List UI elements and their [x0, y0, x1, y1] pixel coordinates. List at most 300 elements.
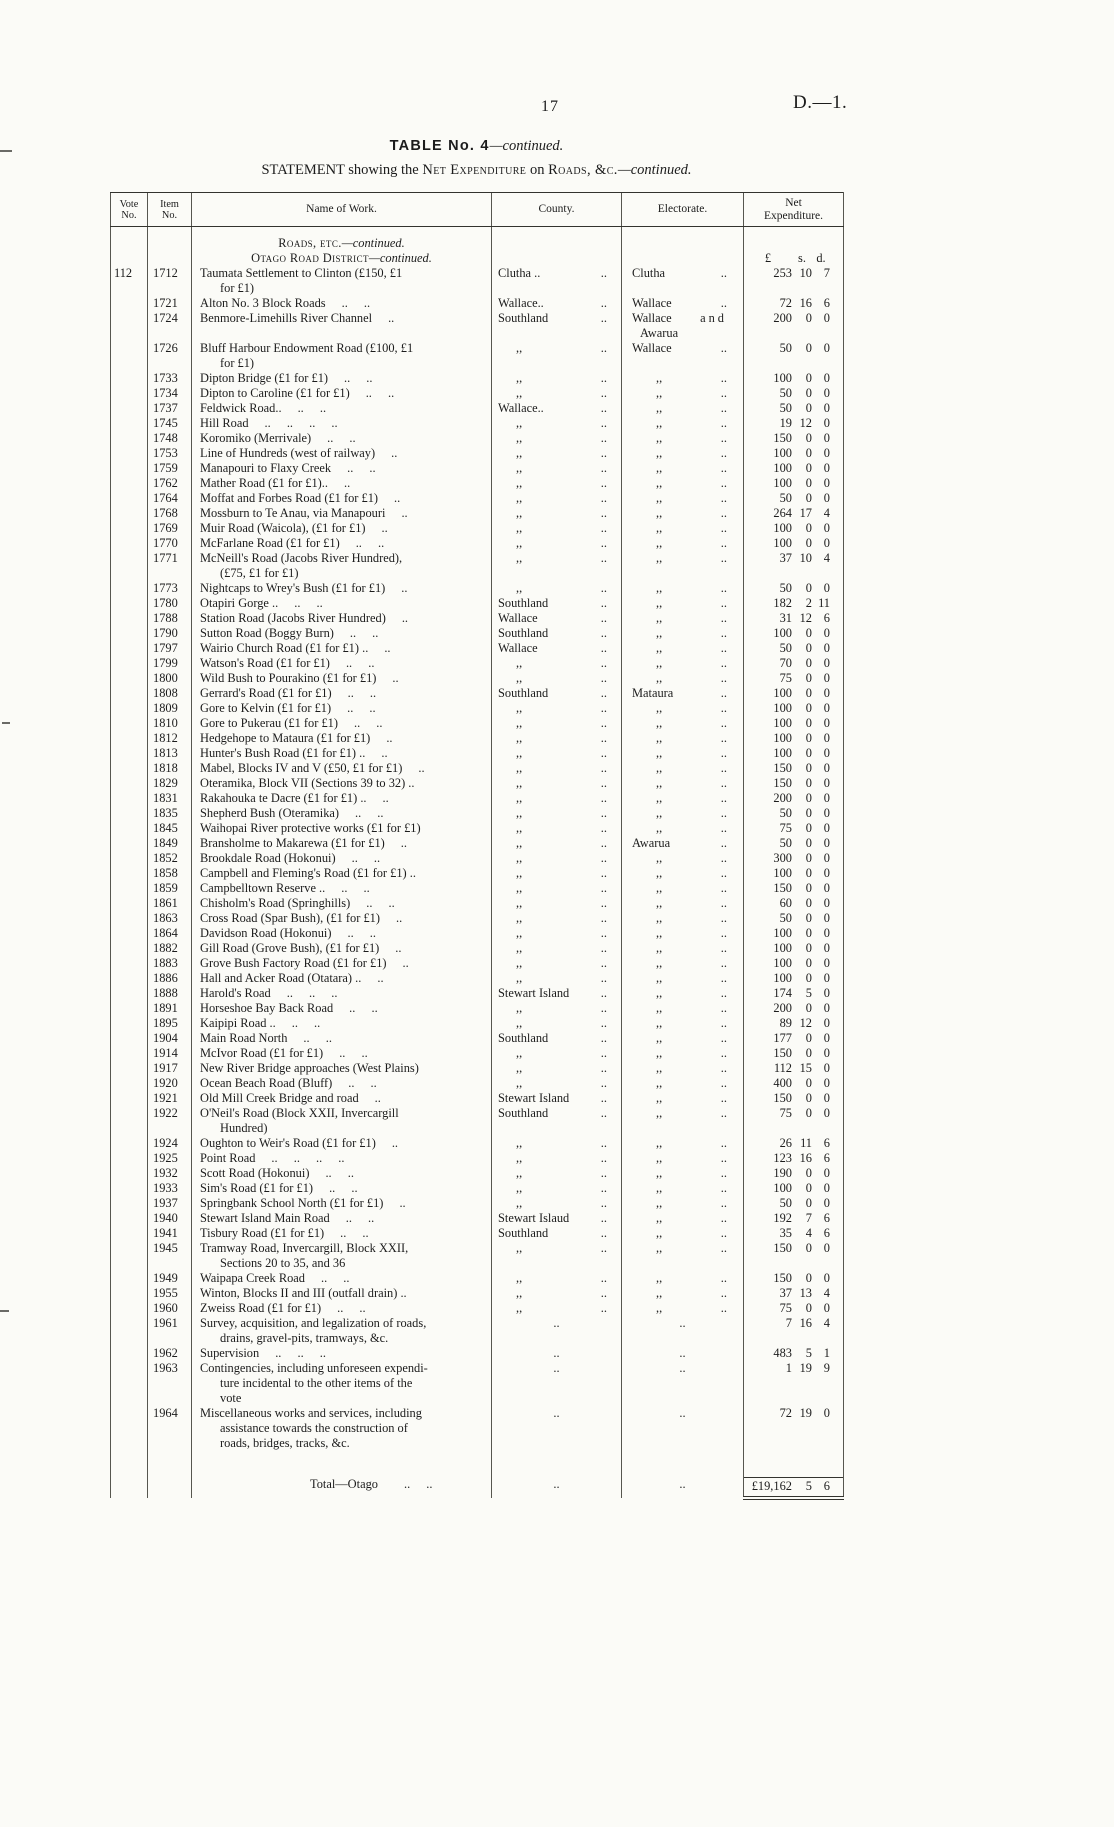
work-name-cell: Survey, acquisition, and legalization of roads, drains, gravel-pits, tramways, &c. — [192, 1316, 492, 1346]
vote-no-cell — [111, 791, 148, 806]
table-row — [111, 1091, 844, 1106]
electorate-cell: ,, .. — [622, 1226, 744, 1241]
item-no-cell: 1799 — [148, 656, 192, 671]
work-name-cell: Mossburn to Te Anau, via Manapouri .. — [192, 506, 492, 521]
vote-no-cell — [111, 476, 148, 491]
electorate-cell: ,, .. — [622, 476, 744, 491]
work-name-cell: Waipapa Creek Road .. .. — [192, 1271, 492, 1286]
table-row — [111, 1196, 844, 1211]
work-name-cell: Muir Road (Waicola), (£1 for £1) .. — [192, 521, 492, 536]
table-row — [111, 431, 844, 446]
amount-cell: 150 0 0 — [744, 1046, 844, 1061]
county-cell: ,, .. — [492, 1151, 622, 1166]
table-row — [111, 1346, 844, 1361]
vote-no-cell — [111, 1316, 148, 1346]
vote-no-cell — [111, 656, 148, 671]
vote-no-cell — [111, 836, 148, 851]
item-no-cell: 1849 — [148, 836, 192, 851]
county-cell: ,, .. — [492, 461, 622, 476]
electorate-cell: ,, .. — [622, 1091, 744, 1106]
county-cell: .. — [492, 1316, 622, 1346]
amount-cell: 50 0 0 — [744, 806, 844, 821]
electorate-cell: ,, .. — [622, 1106, 744, 1136]
item-no-cell: 1941 — [148, 1226, 192, 1241]
vote-no-cell — [111, 551, 148, 581]
work-name-cell: Miscellaneous works and services, including assistance towards the construction of roads, bridges, tracks, &c. — [192, 1406, 492, 1451]
item-no-cell: 1883 — [148, 956, 192, 971]
amount-cell: 37 13 4 — [744, 1286, 844, 1301]
table-row — [111, 1286, 844, 1301]
county-cell: Wallace.. .. — [492, 296, 622, 311]
electorate-cell: ,, .. — [622, 1286, 744, 1301]
item-no-cell: 1858 — [148, 866, 192, 881]
county-cell: Stewart Islaud .. — [492, 1211, 622, 1226]
table-row — [111, 386, 844, 401]
vote-no-cell — [111, 461, 148, 476]
electorate-cell: ,, .. — [622, 1271, 744, 1286]
item-no-cell: 1769 — [148, 521, 192, 536]
amount-cell: 50 0 0 — [744, 911, 844, 926]
electorate-cell: ,, .. — [622, 776, 744, 791]
electorate-cell: Wallace .. — [622, 296, 744, 311]
county-cell: ,, .. — [492, 1001, 622, 1016]
electorate-cell: ,, .. — [622, 701, 744, 716]
total-label: Total—Otago — [310, 1477, 378, 1491]
table-row — [111, 626, 844, 641]
item-no-cell: 1753 — [148, 446, 192, 461]
electorate-cell: Awarua .. — [622, 836, 744, 851]
vote-no-cell — [111, 506, 148, 521]
vote-no-cell — [111, 701, 148, 716]
section-heading-row-1 — [111, 227, 844, 252]
amount-cell: 200 0 0 — [744, 1001, 844, 1016]
section-heading-rows — [111, 227, 844, 267]
table-row — [111, 761, 844, 776]
electorate-cell: ,, .. — [622, 941, 744, 956]
electorate-cell: ,, .. — [622, 386, 744, 401]
table-row — [111, 656, 844, 671]
county-cell: Clutha .. .. — [492, 266, 622, 296]
electorate-cell: ,, .. — [622, 881, 744, 896]
item-no-cell: 1914 — [148, 1046, 192, 1061]
amount-cell: 75 0 0 — [744, 1301, 844, 1316]
vote-no-cell — [111, 881, 148, 896]
vote-no-cell — [111, 866, 148, 881]
vote-no-cell — [111, 371, 148, 386]
amount-cell: 75 0 0 — [744, 671, 844, 686]
amount-cell: 100 0 0 — [744, 731, 844, 746]
amount-cell: 150 0 0 — [744, 776, 844, 791]
item-no-cell: 1771 — [148, 551, 192, 581]
statement-title — [110, 161, 843, 179]
vote-no-cell — [111, 911, 148, 926]
table-row — [111, 716, 844, 731]
item-no-cell: 1922 — [148, 1106, 192, 1136]
work-name-cell: Chisholm's Road (Springhills) .. .. — [192, 896, 492, 911]
amount-cell: 100 0 0 — [744, 971, 844, 986]
amount-cell: 60 0 0 — [744, 896, 844, 911]
vote-no-cell — [111, 1151, 148, 1166]
vote-no-cell — [111, 536, 148, 551]
amount-cell: 150 0 0 — [744, 761, 844, 776]
work-name-cell: Tramway Road, Invercargill, Block XXII, Sections 20 to 35, and 36 — [192, 1241, 492, 1271]
table-row — [111, 1031, 844, 1046]
table-row — [111, 551, 844, 581]
electorate-cell: .. — [622, 1316, 744, 1346]
table-footer — [111, 1451, 844, 1498]
vote-no-cell — [111, 671, 148, 686]
amount-cell: 192 7 6 — [744, 1211, 844, 1226]
county-cell: ,, .. — [492, 926, 622, 941]
vote-no-cell — [111, 431, 148, 446]
county-cell: ,, .. — [492, 476, 622, 491]
vote-no-cell — [111, 521, 148, 536]
amount-cell: 100 0 0 — [744, 626, 844, 641]
table-row — [111, 266, 844, 296]
vote-no-cell — [111, 896, 148, 911]
vote-no-cell — [111, 596, 148, 611]
col-header-net-expenditure: Net Expenditure. — [744, 193, 844, 227]
vote-no-cell — [111, 1241, 148, 1271]
electorate-cell: ,, .. — [622, 986, 744, 1001]
item-no-cell: 1724 — [148, 311, 192, 341]
item-no-cell: 1810 — [148, 716, 192, 731]
electorate-cell: Clutha .. — [622, 266, 744, 296]
table-header — [111, 193, 844, 227]
county-cell: Southland .. — [492, 686, 622, 701]
amount-cell: 75 0 0 — [744, 1106, 844, 1136]
amount-cell: 50 0 0 — [744, 641, 844, 656]
electorate-cell: ,, .. — [622, 401, 744, 416]
work-name-cell: Koromiko (Merrivale) .. .. — [192, 431, 492, 446]
electorate-cell: ,, .. — [622, 926, 744, 941]
county-cell: Wallace .. — [492, 611, 622, 626]
table-row — [111, 1361, 844, 1406]
work-name-cell: Supervision .. .. .. — [192, 1346, 492, 1361]
electorate-cell: ,, .. — [622, 1046, 744, 1061]
item-no-cell: 1861 — [148, 896, 192, 911]
item-no-cell: 1921 — [148, 1091, 192, 1106]
col-header-county: County. — [492, 193, 622, 227]
item-no-cell: 1949 — [148, 1271, 192, 1286]
vote-no-cell: 112 — [111, 266, 148, 296]
amount-cell: 174 5 0 — [744, 986, 844, 1001]
item-no-cell: 1940 — [148, 1211, 192, 1226]
item-no-cell: 1780 — [148, 596, 192, 611]
electorate-cell: ,, .. — [622, 1301, 744, 1316]
amount-cell: 19 12 0 — [744, 416, 844, 431]
county-cell: ,, .. — [492, 806, 622, 821]
vote-no-cell — [111, 386, 148, 401]
table-row — [111, 941, 844, 956]
item-no-cell: 1961 — [148, 1316, 192, 1346]
work-name-cell: Cross Road (Spar Bush), (£1 for £1) .. — [192, 911, 492, 926]
electorate-cell: ,, .. — [622, 611, 744, 626]
item-no-cell: 1737 — [148, 401, 192, 416]
item-no-cell: 1721 — [148, 296, 192, 311]
total-label-cell — [192, 1477, 492, 1498]
county-cell: ,, .. — [492, 491, 622, 506]
vote-no-cell — [111, 1001, 148, 1016]
amount-cell: 100 0 0 — [744, 686, 844, 701]
vote-no-cell — [111, 1136, 148, 1151]
item-no-cell: 1734 — [148, 386, 192, 401]
vote-no-cell — [111, 311, 148, 341]
item-no-cell: 1813 — [148, 746, 192, 761]
item-no-cell: 1726 — [148, 341, 192, 371]
item-no-cell: 1768 — [148, 506, 192, 521]
vote-no-cell — [111, 1226, 148, 1241]
electorate-cell: ,, .. — [622, 1031, 744, 1046]
item-no-cell: 1759 — [148, 461, 192, 476]
table-row — [111, 1076, 844, 1091]
electorate-cell: ,, .. — [622, 866, 744, 881]
table-row — [111, 1001, 844, 1016]
county-cell: ,, .. — [492, 1241, 622, 1271]
county-cell: ,, .. — [492, 1286, 622, 1301]
county-cell: Southland .. — [492, 596, 622, 611]
county-cell: ,, .. — [492, 1301, 622, 1316]
table-row — [111, 1016, 844, 1031]
item-no-cell: 1818 — [148, 761, 192, 776]
county-cell: ,, .. — [492, 521, 622, 536]
work-name-cell: Hill Road .. .. .. .. — [192, 416, 492, 431]
electorate-cell: ,, .. — [622, 1136, 744, 1151]
county-cell: ,, .. — [492, 1046, 622, 1061]
table-row — [111, 896, 844, 911]
electorate-cell: ,, .. — [622, 1196, 744, 1211]
vote-no-cell — [111, 806, 148, 821]
table-title-main: TABLE No. 4 — [389, 138, 490, 154]
table-row — [111, 1061, 844, 1076]
work-name-cell: Dipton Bridge (£1 for £1) .. .. — [192, 371, 492, 386]
vote-no-cell — [111, 581, 148, 596]
county-cell: Wallace.. .. — [492, 401, 622, 416]
work-name-cell: Watson's Road (£1 for £1) .. .. — [192, 656, 492, 671]
item-no-cell: 1891 — [148, 1001, 192, 1016]
header-row — [111, 193, 844, 227]
electorate-cell: ,, .. — [622, 956, 744, 971]
vote-no-cell — [111, 1196, 148, 1211]
electorate-cell: ,, .. — [622, 896, 744, 911]
amount-cell: 150 0 0 — [744, 881, 844, 896]
work-name-cell: Hedgehope to Mataura (£1 for £1) .. — [192, 731, 492, 746]
amount-cell: 1 19 9 — [744, 1361, 844, 1406]
stray-mark — [2, 722, 10, 724]
vote-no-cell — [111, 686, 148, 701]
vote-no-cell — [111, 746, 148, 761]
vote-no-cell — [111, 926, 148, 941]
vote-no-cell — [111, 446, 148, 461]
expenditure-table — [110, 192, 844, 1500]
amount-cell: 253 10 7 — [744, 266, 844, 296]
county-cell: Southland .. — [492, 626, 622, 641]
work-name-cell: Gore to Pukerau (£1 for £1) .. .. — [192, 716, 492, 731]
amount-cell: 89 12 0 — [744, 1016, 844, 1031]
table-row — [111, 671, 844, 686]
electorate-cell: ,, .. — [622, 641, 744, 656]
table-row — [111, 701, 844, 716]
item-no-cell: 1800 — [148, 671, 192, 686]
county-cell: ,, .. — [492, 701, 622, 716]
county-cell: ,, .. — [492, 791, 622, 806]
amount-cell: 70 0 0 — [744, 656, 844, 671]
electorate-cell: ,, .. — [622, 1166, 744, 1181]
amount-cell: 200 0 0 — [744, 311, 844, 341]
electorate-cell: ,, .. — [622, 431, 744, 446]
col-header-name-of-work: Name of Work. — [192, 193, 492, 227]
page-number: 17 — [541, 98, 559, 115]
county-cell: ,, .. — [492, 821, 622, 836]
amount-cell: 112 15 0 — [744, 1061, 844, 1076]
county-cell: Southland .. — [492, 1106, 622, 1136]
amount-cell: 72 16 6 — [744, 296, 844, 311]
item-no-cell: 1955 — [148, 1286, 192, 1301]
county-cell: .. — [492, 1406, 622, 1451]
item-no-cell: 1764 — [148, 491, 192, 506]
work-name-cell: Hall and Acker Road (Otatara) .. .. — [192, 971, 492, 986]
work-name-cell: Horseshoe Bay Back Road .. .. — [192, 1001, 492, 1016]
county-cell: ,, .. — [492, 1271, 622, 1286]
work-name-cell: Main Road North .. .. — [192, 1031, 492, 1046]
work-name-cell: Benmore-Limehills River Channel .. — [192, 311, 492, 341]
work-name-cell: Nightcaps to Wrey's Bush (£1 for £1) .. — [192, 581, 492, 596]
table-row — [111, 296, 844, 311]
county-cell: ,, .. — [492, 671, 622, 686]
table-row — [111, 791, 844, 806]
vote-no-cell — [111, 1046, 148, 1061]
total-county-dots: .. — [492, 1477, 622, 1498]
vote-no-cell — [111, 1016, 148, 1031]
county-cell: ,, .. — [492, 776, 622, 791]
statement-continued: —continued. — [617, 162, 692, 178]
county-cell: ,, .. — [492, 851, 622, 866]
electorate-cell: ,, .. — [622, 1181, 744, 1196]
work-name-cell: Manapouri to Flaxy Creek .. .. — [192, 461, 492, 476]
item-no-cell: 1788 — [148, 611, 192, 626]
vote-no-cell — [111, 1346, 148, 1361]
amount-cell: 190 0 0 — [744, 1166, 844, 1181]
amount-cell: 100 0 0 — [744, 371, 844, 386]
work-name-cell: Shepherd Bush (Oteramika) .. .. — [192, 806, 492, 821]
work-name-cell: Bluff Harbour Endowment Road (£100, £1 for £1) — [192, 341, 492, 371]
county-cell: ,, .. — [492, 881, 622, 896]
work-name-cell: Gerrard's Road (£1 for £1) .. .. — [192, 686, 492, 701]
vote-no-cell — [111, 1301, 148, 1316]
vote-no-cell — [111, 641, 148, 656]
item-no-cell: 1831 — [148, 791, 192, 806]
item-no-cell: 1733 — [148, 371, 192, 386]
amount-cell: 182 2 11 — [744, 596, 844, 611]
electorate-cell: ,, .. — [622, 1151, 744, 1166]
work-name-cell: Dipton to Caroline (£1 for £1) .. .. — [192, 386, 492, 401]
electorate-cell: ,, .. — [622, 851, 744, 866]
county-cell: ,, .. — [492, 761, 622, 776]
item-no-cell: 1917 — [148, 1061, 192, 1076]
vote-no-cell — [111, 1166, 148, 1181]
work-name-cell: Station Road (Jacobs River Hundred) .. — [192, 611, 492, 626]
electorate-cell: ,, .. — [622, 1001, 744, 1016]
currency-header: £ s. d. — [744, 251, 844, 266]
vote-no-cell — [111, 1406, 148, 1451]
item-no-cell: 1835 — [148, 806, 192, 821]
table-row — [111, 311, 844, 341]
work-name-cell: Waihopai River protective works (£1 for £1) — [192, 821, 492, 836]
item-no-cell: 1773 — [148, 581, 192, 596]
item-no-cell: 1808 — [148, 686, 192, 701]
county-cell: .. — [492, 1361, 622, 1406]
county-cell: ,, .. — [492, 716, 622, 731]
col-header-vote-no: Vote No. — [111, 193, 148, 227]
amount-cell: 123 16 6 — [744, 1151, 844, 1166]
amount-cell: 72 19 0 — [744, 1406, 844, 1451]
amount-cell: 37 10 4 — [744, 551, 844, 581]
work-name-cell: Springbank School North (£1 for £1) .. — [192, 1196, 492, 1211]
vote-no-cell — [111, 731, 148, 746]
vote-no-cell — [111, 416, 148, 431]
table-row — [111, 461, 844, 476]
electorate-cell: ,, .. — [622, 491, 744, 506]
table-row — [111, 611, 844, 626]
vote-no-cell — [111, 986, 148, 1001]
work-name-cell: Taumata Settlement to Clinton (£150, £1 for £1) — [192, 266, 492, 296]
work-name-cell: Stewart Island Main Road .. .. — [192, 1211, 492, 1226]
work-name-cell: Old Mill Creek Bridge and road .. — [192, 1091, 492, 1106]
work-name-cell: Harold's Road .. .. .. — [192, 986, 492, 1001]
item-no-cell: 1886 — [148, 971, 192, 986]
amount-cell: 50 0 0 — [744, 401, 844, 416]
item-no-cell: 1829 — [148, 776, 192, 791]
vote-no-cell — [111, 851, 148, 866]
vote-no-cell — [111, 1031, 148, 1046]
vote-no-cell — [111, 296, 148, 311]
vote-no-cell — [111, 491, 148, 506]
electorate-cell: ,, .. — [622, 1061, 744, 1076]
work-name-cell: Zweiss Road (£1 for £1) .. .. — [192, 1301, 492, 1316]
vote-no-cell — [111, 1271, 148, 1286]
electorate-cell: ,, .. — [622, 671, 744, 686]
work-name-cell: Tisbury Road (£1 for £1) .. .. — [192, 1226, 492, 1241]
table-row — [111, 971, 844, 986]
item-no-cell: 1933 — [148, 1181, 192, 1196]
electorate-cell: .. — [622, 1346, 744, 1361]
table-row — [111, 521, 844, 536]
electorate-cell: ,, .. — [622, 1211, 744, 1226]
total-amount: £19,162 5 6 — [744, 1477, 844, 1498]
work-name-cell: Sutton Road (Boggy Burn) .. .. — [192, 626, 492, 641]
electorate-cell: ,, .. — [622, 521, 744, 536]
work-name-cell: Contingencies, including unforeseen expendi- ture incidental to the other items of the vote — [192, 1361, 492, 1406]
county-cell: ,, .. — [492, 431, 622, 446]
item-no-cell: 1863 — [148, 911, 192, 926]
electorate-cell: ,, .. — [622, 971, 744, 986]
vote-no-cell — [111, 626, 148, 641]
electorate-cell: ,, .. — [622, 731, 744, 746]
item-no-cell: 1904 — [148, 1031, 192, 1046]
work-name-cell: Oughton to Weir's Road (£1 for £1) .. — [192, 1136, 492, 1151]
electorate-cell: ,, .. — [622, 371, 744, 386]
table-row — [111, 926, 844, 941]
vote-no-cell — [111, 1076, 148, 1091]
county-cell: ,, .. — [492, 941, 622, 956]
statement-word: STATEMENT — [261, 162, 345, 178]
table-row — [111, 446, 844, 461]
col-header-electorate: Electorate. — [622, 193, 744, 227]
amount-cell: 100 0 0 — [744, 956, 844, 971]
total-row — [111, 1477, 844, 1498]
vote-no-cell — [111, 1181, 148, 1196]
item-no-cell: 1845 — [148, 821, 192, 836]
